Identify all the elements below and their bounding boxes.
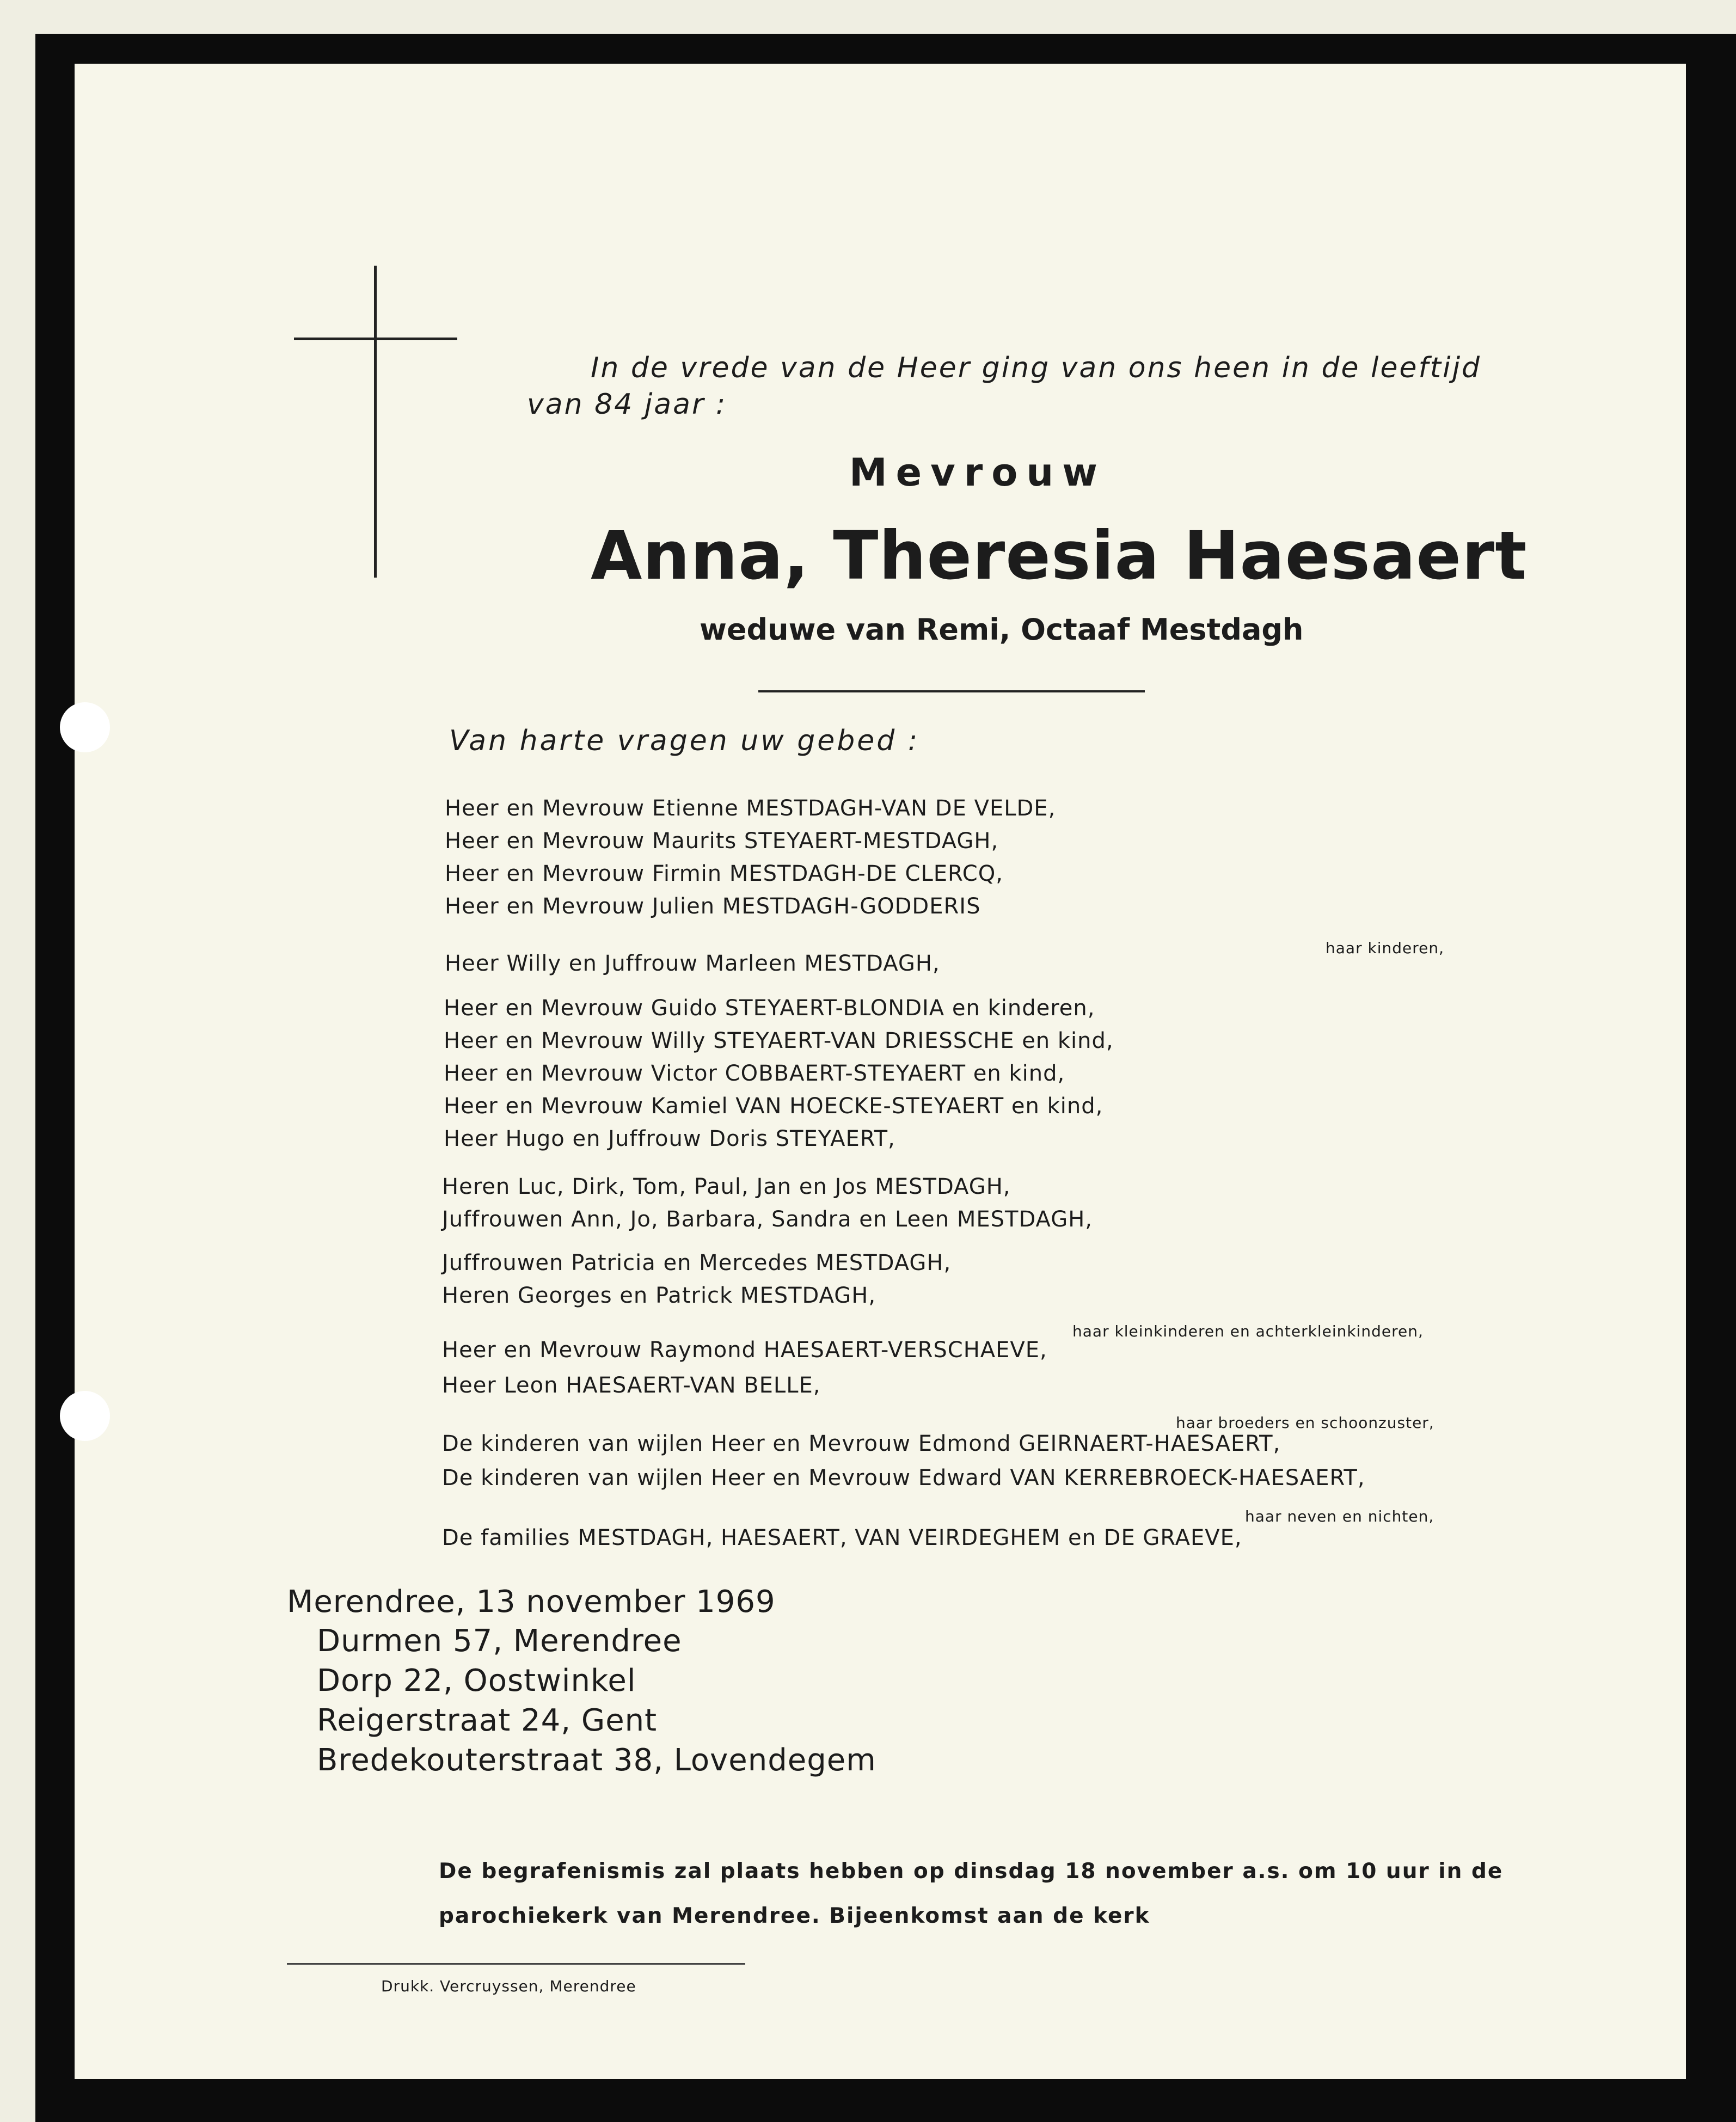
- mourner-line: Heer en Mevrouw Julien MESTDAGH-GODDERIS: [445, 894, 981, 919]
- mourner-line: Juffrouwen Patricia en Mercedes MESTDAGH,: [442, 1250, 952, 1275]
- mourner-line: Heren Georges en Patrick MESTDAGH,: [442, 1283, 876, 1308]
- mourner-line: Heer Willy en Juffrouw Marleen MESTDAGH,: [445, 951, 940, 976]
- mourner-line: Heer en Mevrouw Willy STEYAERT-VAN DRIESSCHE en kind,: [444, 1028, 1114, 1053]
- relation-label: haar broeders en schoonzuster,: [1176, 1414, 1434, 1432]
- mourner-line: Heer Hugo en Juffrouw Doris STEYAERT,: [444, 1126, 895, 1151]
- punch-hole-bottom: [60, 1391, 110, 1441]
- mourner-line: De families MESTDAGH, HAESAERT, VAN VEIRDEGHEM en DE GRAEVE,: [442, 1525, 1242, 1550]
- mourner-line: Heer en Mevrouw Etienne MESTDAGH-VAN DE VELDE,: [445, 796, 1056, 821]
- address-line: Reigerstraat 24, Gent: [317, 1703, 658, 1738]
- relation-label: haar kinderen,: [1326, 939, 1444, 957]
- address-line: Bredekouterstraat 38, Lovendegem: [317, 1743, 876, 1778]
- relation-label: haar neven en nichten,: [1245, 1507, 1434, 1525]
- honorific: Mevrouw: [849, 450, 1106, 495]
- mourner-line: De kinderen van wijlen Heer en Mevrouw Edmond GEIRNAERT-HAESAERT,: [442, 1431, 1281, 1456]
- mourner-line: Heer en Mevrouw Guido STEYAERT-BLONDIA en kinderen,: [444, 996, 1095, 1021]
- mourner-line: Heer Leon HAESAERT-VAN BELLE,: [442, 1373, 821, 1398]
- punch-hole-top: [60, 702, 110, 752]
- intro-line-2: van 84 jaar :: [527, 388, 727, 421]
- deceased-name: Anna, Theresia Haesaert: [591, 517, 1528, 594]
- place-date: Merendree, 13 november 1969: [287, 1584, 776, 1620]
- printer-rule: [287, 1963, 745, 1965]
- address-line: Dorp 22, Oostwinkel: [317, 1663, 636, 1698]
- widow-of: weduwe van Remi, Octaaf Mestdagh: [700, 612, 1304, 647]
- prayer-request: Van harte vragen uw gebed :: [449, 725, 920, 757]
- funeral-notice-line-2: parochiekerk van Merendree. Bijeenkomst aan de kerk: [439, 1904, 1150, 1928]
- mourner-line: Juffrouwen Ann, Jo, Barbara, Sandra en Leen MESTDAGH,: [442, 1207, 1093, 1232]
- mourner-line: Heer en Mevrouw Raymond HAESAERT-VERSCHAEVE,: [442, 1338, 1047, 1363]
- mourner-line: Heer en Mevrouw Victor COBBAERT-STEYAERT en kind,: [444, 1061, 1065, 1086]
- mourner-line: Heer en Mevrouw Firmin MESTDAGH-DE CLERCQ,: [445, 861, 1003, 886]
- mourner-line: Heren Luc, Dirk, Tom, Paul, Jan en Jos MESTDAGH,: [442, 1174, 1011, 1199]
- address-line: Durmen 57, Merendree: [317, 1623, 682, 1659]
- relation-label: haar kleinkinderen en achterkleinkinderen,: [1072, 1322, 1424, 1340]
- printer-credit: Drukk. Vercruyssen, Merendree: [381, 1977, 636, 1995]
- mourner-line: Heer en Mevrouw Maurits STEYAERT-MESTDAGH,: [445, 829, 999, 854]
- divider: [758, 690, 1145, 692]
- mourner-line: Heer en Mevrouw Kamiel VAN HOECKE-STEYAERT en kind,: [444, 1094, 1103, 1119]
- mourner-line: De kinderen van wijlen Heer en Mevrouw Edward VAN KERREBROECK-HAESAERT,: [442, 1465, 1365, 1491]
- funeral-notice-line-1: De begrafenismis zal plaats hebben op dinsdag 18 november a.s. om 10 uur in de: [439, 1859, 1504, 1884]
- intro-line-1: In de vrede van de Heer ging van ons heen in de leeftijd: [591, 352, 1482, 384]
